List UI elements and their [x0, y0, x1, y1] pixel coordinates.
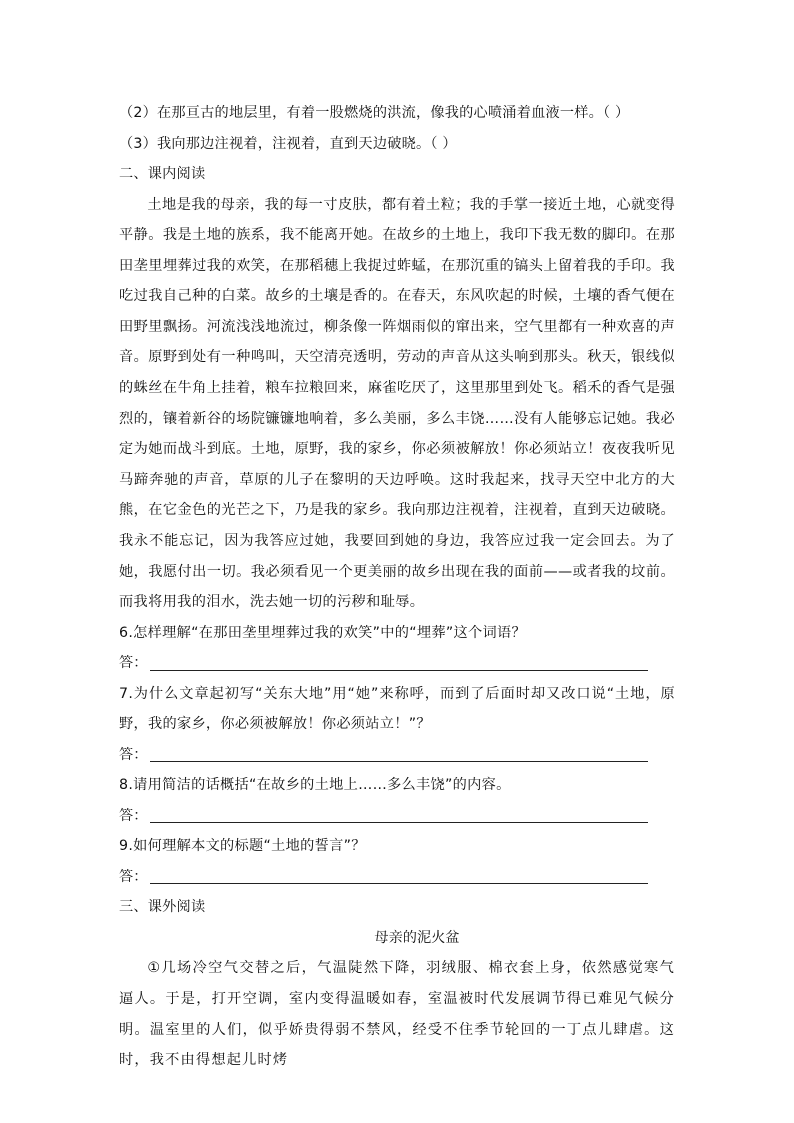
- answer-blank[interactable]: [150, 802, 648, 823]
- answer-blank[interactable]: [150, 650, 648, 671]
- reading-passage: 土地是我的母亲，我的每一寸皮肤，都有着土粒；我的手掌一接近土地，心就变得平静。我是土地的族系，我不能离开她。在故乡的土地上，我印下我无数的脚印。在那田垄里埋葬过我的欢笑，在那稻穗上我捉过蚱蜢，在那沉重的镐头上留着我的手印。我吃过我自己种的白菜。故乡的土壤是香的。在春天，东风吹起的时候，土壤的香气便在田野里飘扬。河流浅浅地流过，柳条像一阵烟雨似的窜出来，空气里都有一种欢喜的声音。原野到处有一种鸣叫，天空清亮透明，劳动的声音从这头响到那头。秋天，银线似的蛛丝在牛角上挂着，粮车拉粮回来，麻雀吃厌了，这里那里到处飞。稻禾的香气是强烈的，镶着新谷的场院镰镰地响着，多么美丽，多么丰饶……没有人能够忘记她。我必定为她而战斗到底。土地，原野，我的家乡，你必须被解放！你必须站立！夜夜我听见马蹄奔驰的声音，草原的儿子在黎明的天边呼唤。这时我起来，找寻天空中北方的大熊，在它金色的光芒之下，乃是我的家乡。我向那边注视着，注视着，直到天边破晓。我永不能忘记，因为我答应过她，我要回到她的身边，我答应过我一定会回去。为了她，我愿付出一切。我必须看见一个更美丽的故乡出现在我的面前——或者我的坟前。而我将用我的泪水，洗去她一切的污秽和耻辱。: [119, 196, 675, 611]
- answer-label: 答：: [119, 746, 148, 763]
- question-9: 9.如何理解本文的标题“土地的誓言”？: [119, 838, 366, 855]
- answer-line-9[interactable]: [119, 862, 675, 893]
- answer-blank[interactable]: [150, 741, 648, 762]
- answer-line-6[interactable]: [119, 648, 675, 679]
- answer-line-8[interactable]: [119, 801, 675, 832]
- article-title: 母亲的泥火盆: [374, 929, 460, 946]
- exercise-item-2: （2）在那亘古的地层里，有着一股燃烧的洪流，像我的心喷涌着血液一样。（ ）: [119, 105, 630, 121]
- answer-label: 答：: [119, 868, 148, 885]
- document-page: [119, 98, 675, 1076]
- answer-blank[interactable]: [150, 863, 648, 884]
- article-passage: ①几场冷空气交替之后，气温陡然下降，羽绒服、棉衣套上身，依然感觉寒气逼人。于是，打开空调，室内变得温暖如春，室温被时代发展调节得已难见气候分明。温室里的人们，似乎娇贵得弱不禁风，经受不住季节轮回的一丁点儿肆虐。这时，我不由得想起儿时烤: [119, 960, 675, 1069]
- answer-label: 答：: [119, 655, 148, 672]
- answer-line-7[interactable]: [119, 740, 675, 771]
- answer-label: 答：: [119, 807, 148, 824]
- section-heading-in-class-reading: 二、课内阅读: [119, 166, 206, 182]
- question-7: 7.为什么文章起初写“关东大地”用“她”来称呼，而到了后面时却又改口说“土地，原野，我的家乡，你必须被解放！你必须站立！”？: [119, 685, 675, 733]
- question-6: 6.怎样理解“在那田垄里埋葬过我的欢笑”中的“埋葬”这个词语？: [119, 624, 526, 641]
- section-heading-extracurricular-reading: 三、课外阅读: [119, 899, 206, 916]
- exercise-item-3: （3）我向那边注视着，注视着，直到天边破晓。（ ）: [119, 135, 457, 152]
- question-8: 8.请用简洁的话概括“在故乡的土地上……多么丰饶”的内容。: [119, 777, 511, 794]
